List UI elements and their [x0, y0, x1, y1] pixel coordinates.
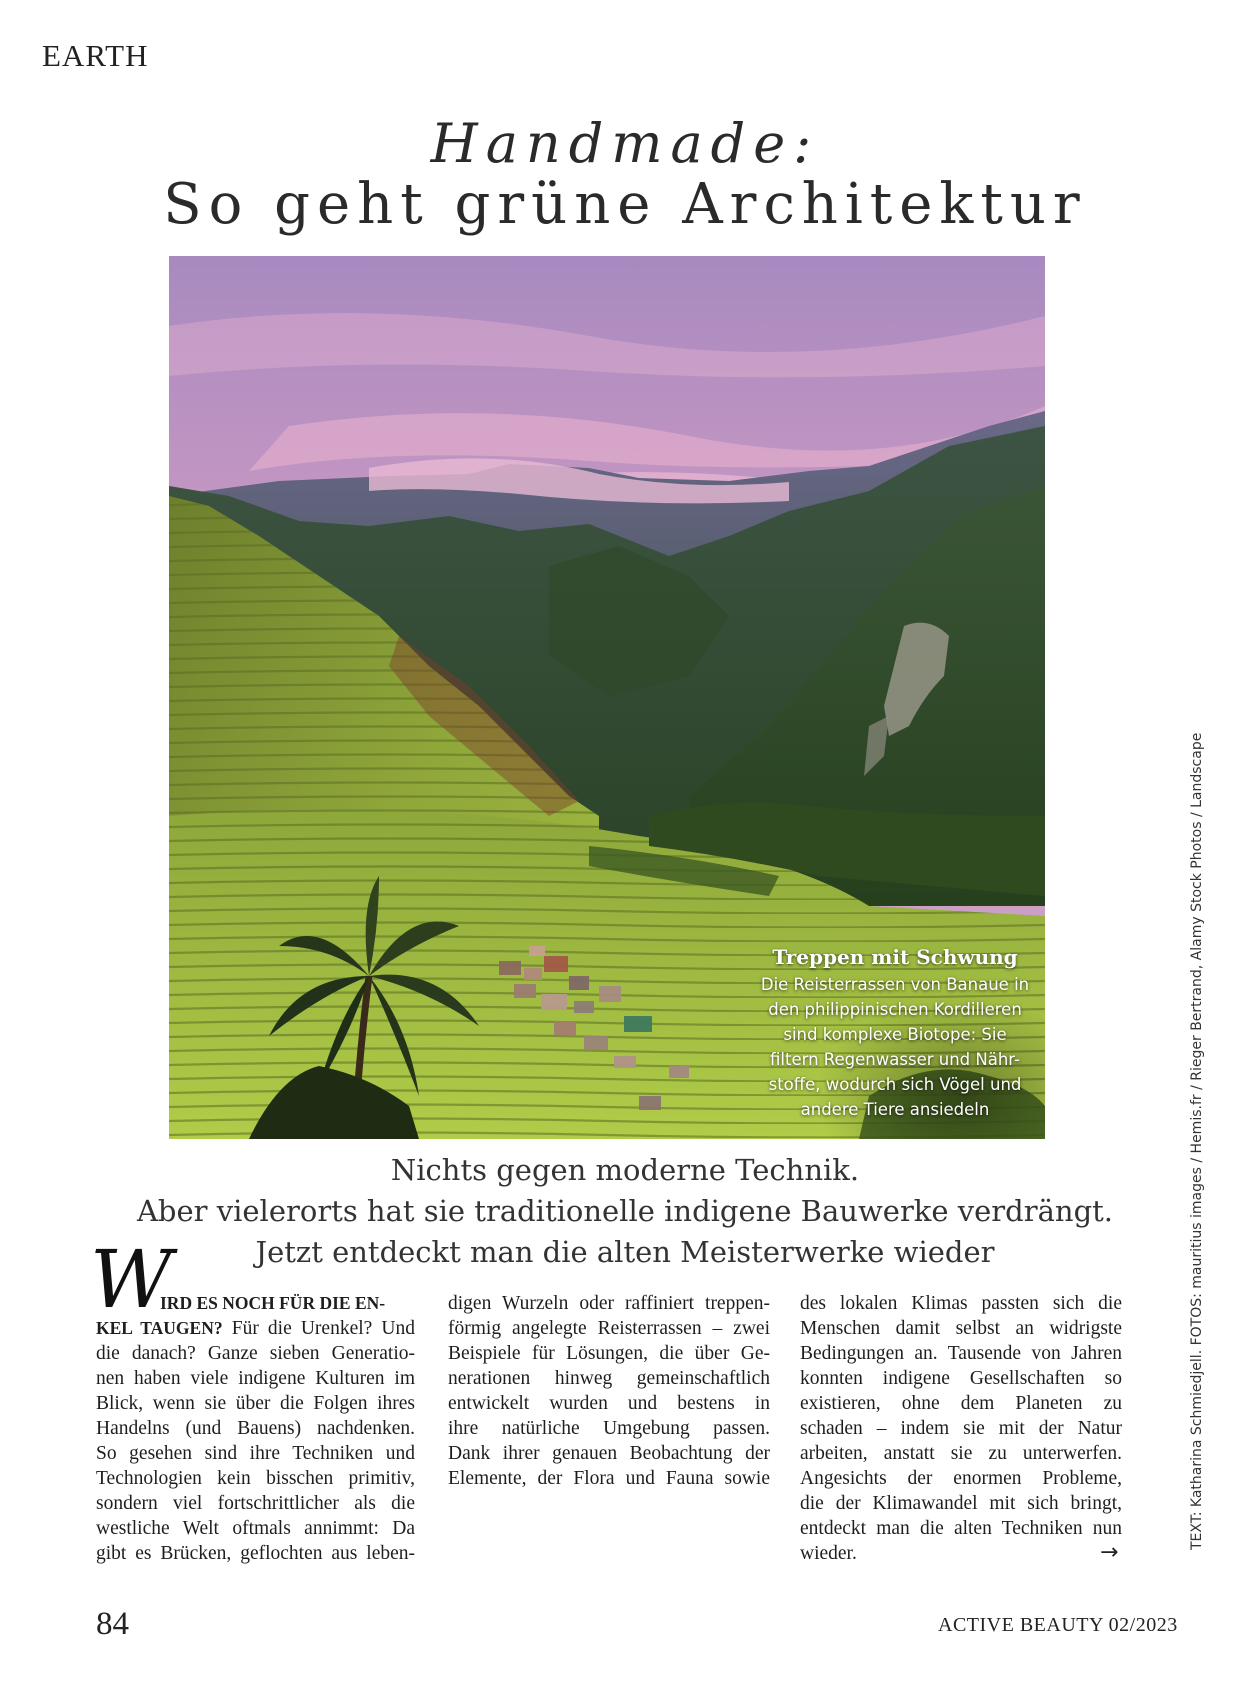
caption-line: Die Reisterrassen von Banaue in	[760, 975, 1030, 994]
body-line: Technologien kein bisschen primitiv,	[96, 1468, 415, 1489]
photo-credit: TEXT: Katharina Schmiedjell. FOTOS: mauritius images / Hemis.fr / Rieger Bertrand, Alamy Stock Photos / Landscape	[1189, 732, 1205, 1550]
body-line: So gesehen sind ihre Techniken und	[96, 1443, 415, 1464]
body-line: des lokalen Klimas passten sich die	[800, 1293, 1122, 1314]
body-column-1	[96, 1291, 415, 1566]
headline-line-1: Handmade:	[430, 112, 820, 175]
body-column-2	[448, 1291, 770, 1491]
magazine-footer: ACTIVE BEAUTY 02/2023	[938, 1614, 1178, 1636]
body-line: gibt es Brücken, geflochten aus leben-	[96, 1543, 415, 1564]
body-column-3	[800, 1291, 1122, 1566]
caption-line: den philippinischen Kordilleren	[768, 1000, 1022, 1019]
drop-cap: W	[90, 1233, 173, 1326]
body-line: die danach? Ganze sieben Generatio-	[96, 1343, 415, 1364]
opener-bold: KEL TAUGEN?	[96, 1318, 223, 1338]
lead-paragraph	[0, 1150, 1250, 1273]
body-line: Angesichts der enormen Probleme,	[800, 1468, 1122, 1489]
opener-rest: Für die Urenkel? Und	[222, 1318, 415, 1339]
lead-line: Nichts gegen moderne Technik.	[390, 1153, 860, 1187]
section-label: EARTH	[42, 38, 149, 73]
body-line: schaden – indem sie mit der Natur	[800, 1418, 1122, 1439]
body-line: entwickelt wurden und bestens in	[448, 1393, 770, 1414]
caption-line: stoffe, wodurch sich Vögel und	[768, 1075, 1022, 1094]
body-line: konnten indigene Gesellschaften so	[800, 1368, 1122, 1389]
body-line: Elemente, der Flora und Fauna sowie	[448, 1468, 770, 1489]
headline-line-2: So geht grüne Architektur	[163, 172, 1087, 237]
body-line: existieren, ohne dem Planeten zu	[800, 1393, 1122, 1414]
body-line: westliche Welt oftmals annimmt: Da	[96, 1518, 415, 1539]
opener-caps: IRD ES NOCH FÜR DIE EN-	[160, 1293, 386, 1313]
body-line: digen Wurzeln oder raffiniert treppen-	[448, 1293, 770, 1314]
body-line: die der Klimawandel mit sich bringt,	[800, 1493, 1122, 1514]
body-line: Bedingungen an. Tausende von Jahren	[800, 1343, 1122, 1364]
caption-title: Treppen mit Schwung	[772, 945, 1018, 969]
photo-caption	[745, 945, 1045, 1122]
body-line: förmig angelegte Reisterrassen – zwei	[448, 1318, 770, 1339]
body-line: ihre natürliche Umgebung passen.	[448, 1418, 770, 1439]
caption-line: andere Tiere ansiedeln	[800, 1100, 990, 1119]
body-line: sondern viel fortschrittlicher als die	[96, 1493, 415, 1514]
body-line: arbeiten, anstatt sie zu unterwerfen.	[800, 1443, 1122, 1464]
body-line: nerationen hinweg gemeinschaftlich	[448, 1368, 770, 1389]
lead-line: Jetzt entdeckt man die alten Meisterwerke wieder	[255, 1235, 995, 1269]
lead-line: Aber vielerorts hat sie traditionelle indigene Bauwerke verdrängt.	[136, 1194, 1114, 1228]
continue-arrow-icon: →	[1100, 1540, 1119, 1565]
body-line: entdeckt man die alten Techniken nun	[800, 1518, 1122, 1539]
body-line: Blick, wenn sie über die Folgen ihres	[96, 1393, 415, 1414]
body-line: nen haben viele indigene Kulturen im	[96, 1368, 415, 1389]
body-line: Menschen damit selbst an widrigste	[800, 1318, 1122, 1339]
caption-line: sind komplexe Biotope: Sie	[783, 1025, 1007, 1044]
body-line: Handelns (und Bauens) nachdenken.	[96, 1418, 415, 1439]
body-line: wieder.	[800, 1543, 857, 1564]
caption-line: filtern Regenwasser und Nähr-	[770, 1050, 1020, 1069]
body-line: Beispiele für Lösungen, die über Ge-	[448, 1343, 770, 1364]
body-line: Dank ihrer genauen Beobachtung der	[448, 1443, 770, 1464]
page-number: 84	[96, 1606, 129, 1642]
body-line	[96, 1316, 415, 1341]
